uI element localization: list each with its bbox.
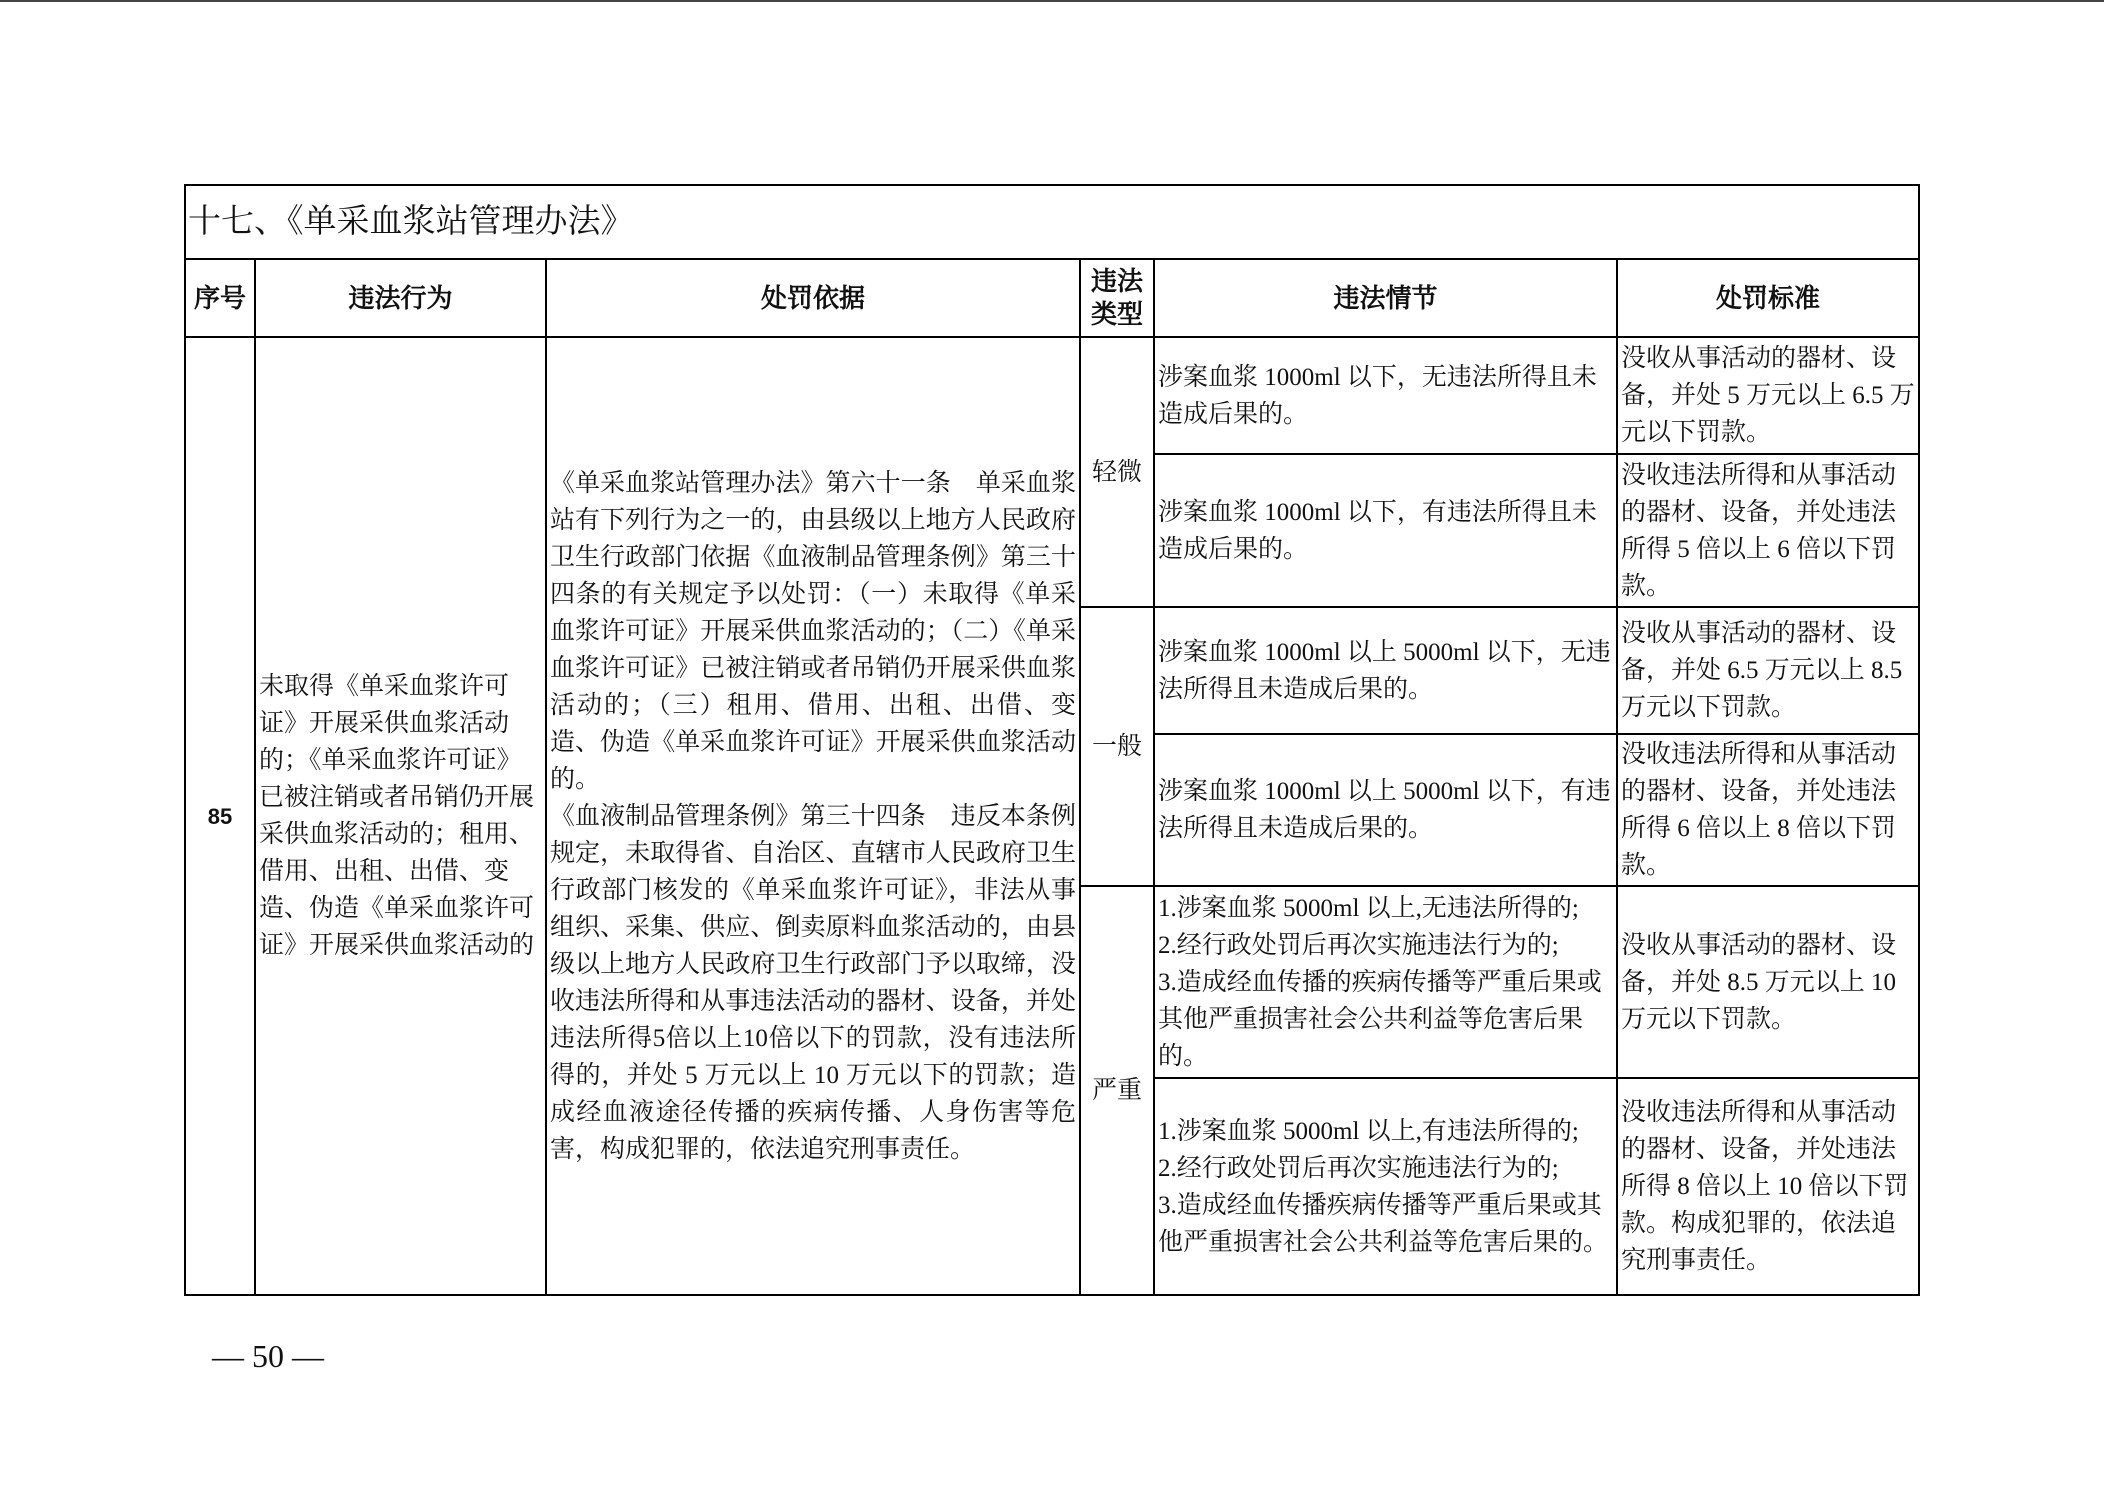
top-rule — [0, 0, 2104, 2]
penalty-table — [184, 184, 1920, 1296]
page-number: — 50 — — [212, 1338, 324, 1374]
circumstance-line: 3.造成经血传播疾病传播等严重后果或其他严重损害社会公共利益等危害后果的。 — [1158, 1191, 1609, 1256]
standard-text: 没收从事活动的器材、设备，并处 6.5 万元以上 8.5 万元以下罚款。 — [1621, 620, 1903, 721]
level-type-minor — [1081, 338, 1155, 608]
standard-cell — [1618, 338, 1920, 455]
standard-text: 没收违法所得和从事活动的器材、设备，并处违法所得 5 倍以上 6 倍以下罚款。 — [1621, 461, 1897, 600]
standard-cell — [1618, 1079, 1920, 1296]
basis-paragraph: 《血液制品管理条例》第三十四条 违反本条例规定，未取得省、自治区、直辖市人民政府卫生行政部门核发的《单采血浆许可证》，非法从事组织、采集、供应、倒卖原料血浆活动的，由县级以上地方人民政府卫生行政部门予以取缔，没收违法所得和从事违法活动的器材、设备，并处违法所得5倍以上10倍以下的罚款，没有违法所得的，并处 5 万元以上 10 万元以下的罚款；造成经血液途径传播的疾病传播、人身伤害等危害，构成犯罪的，依法追究刑事责任。 — [550, 802, 1076, 1163]
circumstance-line: 2.经行政处罚后再次实施违法行为的; — [1158, 1154, 1559, 1182]
circumstance-cell — [1155, 338, 1618, 455]
entry-violation — [256, 338, 547, 1296]
header-seq-label: 序号 — [193, 282, 246, 313]
level-type-general — [1081, 608, 1155, 887]
circumstance-line: 涉案血浆 1000ml 以上 5000ml 以下，有违法所得且未造成后果的。 — [1158, 778, 1611, 842]
circumstance-line: 2.经行政处罚后再次实施违法行为的; — [1158, 931, 1559, 959]
circumstance-cell — [1155, 1079, 1618, 1296]
standard-text: 没收从事活动的器材、设备，并处 8.5 万元以上 10 万元以下罚款。 — [1621, 931, 1897, 1033]
entry-seq-value: 85 — [207, 803, 233, 829]
circumstance-line: 1.涉案血浆 5000ml 以上,无违法所得的; — [1158, 894, 1579, 922]
header-violation — [256, 260, 547, 338]
header-basis-label: 处罚依据 — [760, 282, 865, 313]
standard-text: 没收违法所得和从事活动的器材、设备，并处违法所得 6 倍以上 8 倍以下罚款。 — [1621, 741, 1897, 879]
header-type — [1081, 260, 1155, 338]
header-circumstance — [1155, 260, 1618, 338]
entry-basis — [547, 338, 1081, 1296]
standard-text: 没收违法所得和从事活动的器材、设备，并处违法所得 8 倍以上 10 倍以下罚款。构成犯罪的，依法追究刑事责任。 — [1621, 1099, 1909, 1274]
header-seq — [186, 260, 256, 338]
level-type-serious — [1081, 887, 1155, 1296]
section-title-text: 十七、《单采血浆站管理办法》 — [188, 204, 634, 240]
circumstance-cell — [1155, 455, 1618, 608]
section-title — [186, 186, 1920, 260]
standard-cell — [1618, 608, 1920, 735]
standard-text: 没收从事活动的器材、设备，并处 5 万元以上 6.5 万元以下罚款。 — [1621, 345, 1915, 446]
header-type-label: 违法类型 — [1090, 266, 1143, 329]
basis-paragraph: 《单采血浆站管理办法》第六十一条 单采血浆站有下列行为之一的，由县级以上地方人民政府卫生行政部门依据《血液制品管理条例》第三十四条的有关规定予以处罚：（一）未取得《单采血浆许可证》开展采供血浆活动的；（二）《单采血浆许可证》已被注销或者吊销仍开展采供血浆活动的；（三）租用、借用、出租、出借、变造、伪造《单采血浆许可证》开展采供血浆活动的。 — [550, 469, 1076, 793]
header-circumstance-label: 违法情节 — [1333, 282, 1438, 313]
entry-violation-text: 未取得《单采血浆许可证》开展采供血浆活动的；《单采血浆许可证》已被注销或者吊销仍开展采供血浆活动的；租用、借用、出租、出借、变造、伪造《单采血浆许可证》开展采供血浆活动的 — [259, 673, 535, 959]
standard-cell — [1618, 455, 1920, 608]
header-standard — [1618, 260, 1920, 338]
header-standard-label: 处罚标准 — [1715, 282, 1820, 313]
circumstance-line: 涉案血浆 1000ml 以下，有违法所得且未造成后果的。 — [1158, 498, 1597, 563]
level-type-label: 严重 — [1091, 1077, 1142, 1104]
circumstance-line: 1.涉案血浆 5000ml 以上,有违法所得的; — [1158, 1117, 1579, 1145]
header-basis — [547, 260, 1081, 338]
circumstance-line: 涉案血浆 1000ml 以上 5000ml 以下，无违法所得且未造成后果的。 — [1158, 638, 1611, 703]
header-violation-label: 违法行为 — [348, 282, 453, 313]
standard-cell — [1618, 887, 1920, 1079]
circumstance-cell — [1155, 735, 1618, 887]
circumstance-line: 涉案血浆 1000ml 以下，无违法所得且未造成后果的。 — [1158, 363, 1597, 428]
entry-seq — [186, 338, 256, 1296]
level-type-label: 一般 — [1091, 733, 1142, 760]
standard-cell — [1618, 735, 1920, 887]
circumstance-line: 3.造成经血传播的疾病传播等严重后果或其他严重损害社会公共利益等危害后果的。 — [1158, 968, 1602, 1070]
level-type-label: 轻微 — [1091, 458, 1142, 486]
circumstance-cell — [1155, 887, 1618, 1079]
circumstance-cell — [1155, 608, 1618, 735]
